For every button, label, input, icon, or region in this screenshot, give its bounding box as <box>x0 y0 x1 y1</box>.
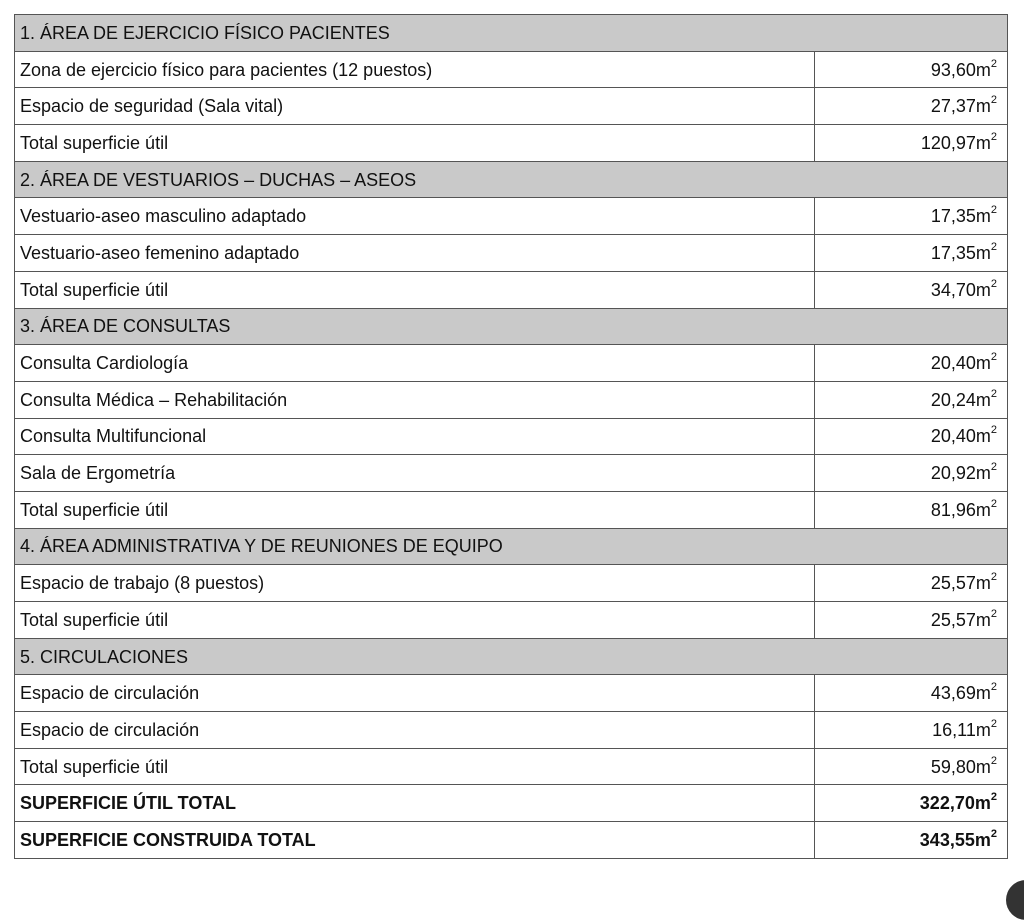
unit-exponent: 2 <box>990 130 997 143</box>
row-label: SUPERFICIE CONSTRUIDA TOTAL <box>15 822 815 859</box>
grand-total-row <box>15 785 1008 822</box>
area-value: 322,70 <box>919 793 975 814</box>
area-value-cell <box>815 785 1008 822</box>
area-unit: m <box>975 463 991 484</box>
surface-areas-table <box>14 14 1008 859</box>
area-unit: m <box>975 389 991 410</box>
area-value-cell <box>815 125 1008 162</box>
area-value-cell <box>815 712 1008 749</box>
row-label: Vestuario-aseo femenino adaptado <box>15 235 815 272</box>
unit-exponent: 2 <box>990 240 997 253</box>
unit-exponent: 2 <box>990 57 997 70</box>
area-value-cell <box>815 455 1008 492</box>
area-unit: m <box>975 206 991 227</box>
area-value-cell <box>815 675 1008 712</box>
area-value: 17,35 <box>930 242 976 263</box>
area-unit: m <box>975 609 991 630</box>
area-value-cell <box>815 271 1008 308</box>
area-unit: m <box>974 829 991 850</box>
area-value: 59,80 <box>930 756 976 777</box>
area-value-cell <box>815 235 1008 272</box>
area-unit: m <box>975 499 991 520</box>
table-row <box>15 345 1008 382</box>
area-value: 20,40 <box>930 426 976 447</box>
row-label: Total superficie útil <box>15 491 815 528</box>
area-value-cell <box>815 345 1008 382</box>
unit-exponent: 2 <box>990 461 997 474</box>
area-unit: m <box>975 719 991 740</box>
section-title: 5. CIRCULACIONES <box>15 638 1008 675</box>
row-label: Total superficie útil <box>15 748 815 785</box>
area-value: 43,69 <box>930 683 976 704</box>
area-value: 16,11 <box>932 719 976 740</box>
section-header-row <box>15 15 1008 52</box>
area-unit: m <box>975 59 991 80</box>
section-title: 3. ÁREA DE CONSULTAS <box>15 308 1008 345</box>
section-header-row <box>15 528 1008 565</box>
area-value: 20,40 <box>930 353 976 374</box>
area-unit: m <box>975 279 991 300</box>
area-unit: m <box>975 242 991 263</box>
row-label: Consulta Cardiología <box>15 345 815 382</box>
table-row <box>15 418 1008 455</box>
table-row <box>15 455 1008 492</box>
area-value-cell <box>815 51 1008 88</box>
table-row <box>15 51 1008 88</box>
section-header-row <box>15 638 1008 675</box>
table-row <box>15 88 1008 125</box>
area-value-cell <box>815 602 1008 639</box>
area-value-cell <box>815 88 1008 125</box>
unit-exponent: 2 <box>990 607 997 620</box>
section-title: 2. ÁREA DE VESTUARIOS – DUCHAS – ASEOS <box>15 161 1008 198</box>
row-label: Total superficie útil <box>15 271 815 308</box>
unit-exponent: 2 <box>990 424 997 437</box>
subtotal-row <box>15 491 1008 528</box>
area-value: 27,37 <box>930 96 976 117</box>
unit-exponent: 2 <box>990 277 997 290</box>
section-header-row <box>15 308 1008 345</box>
area-value-cell <box>815 748 1008 785</box>
unit-exponent: 2 <box>990 94 997 107</box>
unit-exponent: 2 <box>990 717 997 730</box>
area-value: 93,60 <box>930 59 976 80</box>
area-unit: m <box>975 96 991 117</box>
row-label: Espacio de circulación <box>15 712 815 749</box>
row-label: Sala de Ergometría <box>15 455 815 492</box>
area-value: 20,24 <box>930 389 976 410</box>
section-title: 4. ÁREA ADMINISTRATIVA Y DE REUNIONES DE EQUIPO <box>15 528 1008 565</box>
row-label: SUPERFICIE ÚTIL TOTAL <box>15 785 815 822</box>
unit-exponent: 2 <box>990 571 997 584</box>
row-label: Consulta Multifuncional <box>15 418 815 455</box>
subtotal-row <box>15 748 1008 785</box>
table-row <box>15 675 1008 712</box>
table-row <box>15 198 1008 235</box>
corner-circle-icon <box>1006 880 1024 920</box>
area-value: 25,57 <box>930 573 976 594</box>
row-label: Total superficie útil <box>15 602 815 639</box>
subtotal-row <box>15 602 1008 639</box>
section-title: 1. ÁREA DE EJERCICIO FÍSICO PACIENTES <box>15 15 1008 52</box>
unit-exponent: 2 <box>990 791 997 804</box>
unit-exponent: 2 <box>990 827 997 840</box>
surface-areas-table-body <box>15 15 1008 859</box>
area-unit: m <box>975 426 991 447</box>
table-row <box>15 381 1008 418</box>
table-row <box>15 565 1008 602</box>
row-label: Vestuario-aseo masculino adaptado <box>15 198 815 235</box>
area-value-cell <box>815 491 1008 528</box>
unit-exponent: 2 <box>990 351 997 364</box>
area-value: 17,35 <box>930 206 976 227</box>
unit-exponent: 2 <box>990 754 997 767</box>
subtotal-row <box>15 125 1008 162</box>
area-value-cell <box>815 418 1008 455</box>
row-label: Consulta Médica – Rehabilitación <box>15 381 815 418</box>
area-unit: m <box>975 683 991 704</box>
area-value-cell <box>815 822 1008 859</box>
grand-total-row <box>15 822 1008 859</box>
unit-exponent: 2 <box>990 387 997 400</box>
subtotal-row <box>15 271 1008 308</box>
row-label: Zona de ejercicio físico para pacientes (12 puestos) <box>15 51 815 88</box>
unit-exponent: 2 <box>990 681 997 694</box>
table-row <box>15 235 1008 272</box>
area-value-cell <box>815 198 1008 235</box>
area-unit: m <box>975 573 991 594</box>
row-label: Espacio de seguridad (Sala vital) <box>15 88 815 125</box>
row-label: Espacio de circulación <box>15 675 815 712</box>
unit-exponent: 2 <box>990 497 997 510</box>
area-value-cell <box>815 565 1008 602</box>
area-value: 81,96 <box>930 499 976 520</box>
area-unit: m <box>975 353 991 374</box>
area-value: 120,97 <box>920 132 976 153</box>
area-value: 25,57 <box>930 609 976 630</box>
area-unit: m <box>975 756 991 777</box>
row-label: Espacio de trabajo (8 puestos) <box>15 565 815 602</box>
area-value: 343,55 <box>919 829 975 850</box>
unit-exponent: 2 <box>990 204 997 217</box>
table-row <box>15 712 1008 749</box>
area-unit: m <box>974 793 991 814</box>
area-value: 34,70 <box>930 279 976 300</box>
area-value: 20,92 <box>930 463 976 484</box>
area-value-cell <box>815 381 1008 418</box>
section-header-row <box>15 161 1008 198</box>
area-unit: m <box>975 132 991 153</box>
row-label: Total superficie útil <box>15 125 815 162</box>
